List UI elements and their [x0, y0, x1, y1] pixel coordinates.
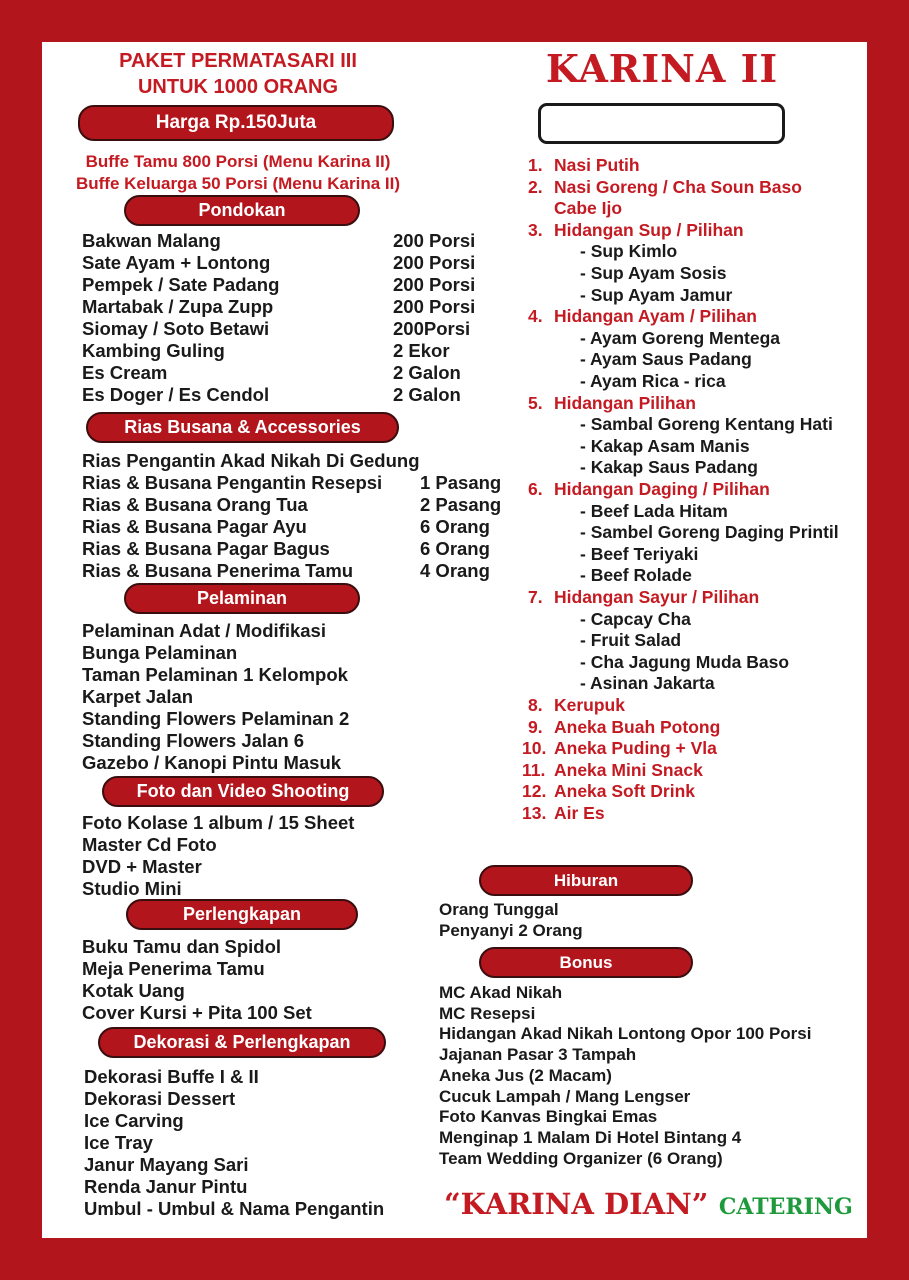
bonus-item: Foto Kanvas Bingkai Emas: [439, 1107, 658, 1127]
brand-footer: [444, 1187, 853, 1221]
section-header-dekorasi: Dekorasi & Perlengkapan: [98, 1027, 386, 1058]
foto-item: DVD + Master: [82, 856, 202, 877]
menu-sub-item: - Kakap Asam Manis: [580, 435, 750, 456]
brand-name: “KARINA DIAN”: [444, 1187, 709, 1221]
menu-item-label: Aneka Puding + Vla: [554, 738, 717, 759]
pondokan-item-qty: 200 Porsi: [393, 252, 476, 273]
rias-item-name: Rias & Busana Pagar Ayu: [82, 516, 307, 537]
bonus-item: MC Resepsi: [439, 1003, 536, 1023]
pelaminan-item: Gazebo / Kanopi Pintu Masuk: [82, 752, 342, 773]
menu-sub-item: - Sambel Goreng Daging Printil: [580, 522, 839, 543]
bonus-item: Jajanan Pasar 3 Tampah: [439, 1045, 637, 1065]
section-header-bonus: Bonus: [479, 947, 693, 978]
rias-item-name: Rias & Busana Pagar Bagus: [82, 538, 330, 559]
rias-item-qty: 6 Orang: [420, 538, 490, 559]
menu-sub-item: - Fruit Salad: [580, 630, 682, 651]
dekorasi-item: Janur Mayang Sari: [84, 1154, 249, 1175]
menu-item-label: Aneka Buah Potong: [554, 716, 721, 737]
menu-sub-item: - Beef Teriyaki: [580, 543, 699, 564]
dekorasi-item: Umbul - Umbul & Nama Pengantin: [84, 1198, 385, 1219]
pondokan-item-name: Sate Ayam + Lontong: [82, 252, 271, 273]
menu-item-label: Aneka Soft Drink: [554, 781, 695, 802]
menu-sub-item: - Ayam Rica - rica: [580, 371, 726, 391]
menu-item-number: 9.: [528, 716, 543, 737]
pondokan-item-name: Siomay / Soto Betawi: [82, 318, 270, 339]
pondokan-item-name: Kambing Guling: [82, 340, 225, 361]
menu-item-number: 7.: [528, 587, 543, 607]
hiburan-item: Orang Tunggal: [439, 900, 559, 919]
pondokan-item-qty: 2 Galon: [393, 362, 461, 383]
karina-title: KARINA II: [545, 46, 779, 91]
menu-item-label: Nasi Putih: [554, 155, 640, 175]
foto-item: Studio Mini: [82, 878, 182, 899]
pondokan-item-qty: 200 Porsi: [393, 296, 476, 317]
bonus-item: MC Akad Nikah: [439, 983, 563, 1002]
menu-sub-item: - Sambal Goreng Kentang Hati: [580, 414, 833, 435]
menu-sub-item: - Capcay Cha: [580, 608, 691, 629]
pondokan-item-name: Bakwan Malang: [82, 230, 221, 251]
menu-sub-item: - Kakap Saus Padang: [580, 457, 758, 478]
menu-item-number: 13.: [522, 803, 547, 823]
package-title-line2: UNTUK 1000 ORANG: [137, 76, 339, 98]
dekorasi-item: Dekorasi Buffe I & II: [84, 1066, 259, 1087]
pelaminan-item: Standing Flowers Pelaminan 2: [82, 708, 350, 729]
price-badge: Harga Rp.150Juta: [78, 105, 394, 141]
menu-item-label-cont: Cabe Ijo: [554, 198, 623, 219]
menu-sub-item: - Beef Lada Hitam: [580, 500, 728, 521]
pelaminan-item: Pelaminan Adat / Modifikasi: [82, 620, 326, 641]
hiburan-item: Penyanyi 2 Orang: [439, 921, 583, 940]
menu-item-number: 2.: [528, 176, 543, 197]
menu-item-label: Hidangan Daging / Pilihan: [554, 479, 770, 499]
pelaminan-item: Bunga Pelaminan: [82, 642, 238, 663]
dekorasi-item: Ice Carving: [84, 1110, 184, 1131]
menu-item-number: 11.: [522, 759, 546, 780]
dekorasi-item: Dekorasi Dessert: [84, 1088, 236, 1109]
menu-item-number: 3.: [528, 219, 543, 240]
rias-item-qty: 4 Orang: [420, 560, 490, 581]
perlengkapan-item: Kotak Uang: [82, 980, 185, 1001]
menu-item-number: 6.: [528, 479, 543, 499]
brochure-page: [42, 42, 867, 1238]
buffe-tamu: Buffe Tamu 800 Porsi (Menu Karina II): [85, 152, 391, 171]
menu-item-label: Nasi Goreng / Cha Soun Baso: [554, 176, 802, 197]
perlengkapan-item: Cover Kursi + Pita 100 Set: [82, 1002, 312, 1023]
pondokan-item-name: Pempek / Sate Padang: [82, 274, 280, 295]
menu-item-number: 5.: [528, 392, 543, 413]
rias-item-name: Rias & Busana Penerima Tamu: [82, 560, 354, 581]
pondokan-item-qty: 200 Porsi: [393, 274, 476, 295]
menu-item-number: 1.: [528, 155, 543, 175]
brand-suffix: CATERING: [718, 1194, 853, 1220]
menu-item-number: 4.: [528, 306, 543, 327]
menu-item-label: Aneka Mini Snack: [554, 759, 703, 780]
pelaminan-item: Karpet Jalan: [82, 686, 194, 707]
menu-item-number: 10.: [522, 738, 547, 759]
menu-sub-item: - Ayam Goreng Mentega: [580, 327, 780, 348]
pondokan-item-name: Es Doger / Es Cendol: [82, 384, 270, 405]
foto-item: Foto Kolase 1 album / 15 Sheet: [82, 812, 355, 833]
menu-item-label: Hidangan Pilihan: [554, 392, 696, 413]
perlengkapan-item: Meja Penerima Tamu: [82, 958, 265, 979]
pondokan-item-qty: 2 Ekor: [393, 340, 450, 361]
rias-item-name: Rias & Busana Pengantin Resepsi: [82, 472, 383, 493]
menu-sub-item: - Asinan Jakarta: [580, 673, 715, 694]
menu-item-number: 12.: [522, 781, 547, 802]
menu-sub-item: - Cha Jagung Muda Baso: [580, 651, 790, 672]
pelaminan-item: Taman Pelaminan 1 Kelompok: [82, 664, 348, 685]
bonus-item: Hidangan Akad Nikah Lontong Opor 100 Porsi: [439, 1024, 812, 1044]
rias-item-qty: 6 Orang: [420, 516, 490, 537]
menu-item-label: Hidangan Sup / Pilihan: [554, 219, 744, 240]
package-title-line1: PAKET PERMATASARI III: [119, 50, 357, 72]
bonus-item: Aneka Jus (2 Macam): [439, 1065, 612, 1085]
section-header-perlengkapan: Perlengkapan: [126, 899, 358, 930]
section-header-rias: Rias Busana & Accessories: [86, 412, 399, 443]
rias-item-qty: 2 Pasang: [420, 494, 502, 515]
section-header-pelaminan: Pelaminan: [124, 583, 360, 614]
buffe-keluarga: Buffe Keluarga 50 Porsi (Menu Karina II): [75, 174, 400, 193]
pondokan-item-name: Martabak / Zupa Zupp: [82, 296, 274, 317]
pondokan-item-name: Es Cream: [82, 362, 168, 383]
blank-box: [538, 103, 785, 144]
menu-sub-item: - Beef Rolade: [580, 565, 692, 586]
menu-sub-item: - Sup Ayam Jamur: [580, 284, 733, 305]
dekorasi-item: Ice Tray: [84, 1132, 153, 1153]
menu-item-label: Air Es: [554, 803, 605, 823]
section-header-foto: Foto dan Video Shooting: [102, 776, 384, 807]
section-header-hiburan: Hiburan: [479, 865, 693, 896]
pondokan-item-qty: 200Porsi: [393, 318, 471, 339]
menu-sub-item: - Sup Ayam Sosis: [580, 263, 727, 283]
menu-item-label: Hidangan Ayam / Pilihan: [554, 306, 757, 327]
perlengkapan-item: Buku Tamu dan Spidol: [82, 936, 282, 957]
section-header-pondokan: Pondokan: [124, 195, 360, 226]
menu-sub-item: - Ayam Saus Padang: [580, 349, 752, 370]
rias-item-name: Rias & Busana Orang Tua: [82, 494, 308, 515]
menu-item-label: Hidangan Sayur / Pilihan: [554, 587, 760, 607]
dekorasi-item: Renda Janur Pintu: [84, 1176, 248, 1197]
pondokan-item-qty: 2 Galon: [393, 384, 461, 405]
menu-sub-item: - Sup Kimlo: [580, 241, 678, 262]
rias-item-name: Rias Pengantin Akad Nikah Di Gedung: [82, 450, 420, 471]
pondokan-item-qty: 200 Porsi: [393, 230, 476, 251]
menu-item-label: Kerupuk: [554, 695, 625, 715]
menu-item-number: 8.: [528, 695, 543, 715]
bonus-item: Menginap 1 Malam Di Hotel Bintang 4: [439, 1127, 742, 1147]
rias-item-qty: 1 Pasang: [420, 472, 502, 493]
pelaminan-item: Standing Flowers Jalan 6: [82, 730, 305, 751]
bonus-item: Cucuk Lampah / Mang Lengser: [439, 1086, 691, 1106]
bonus-item: Team Wedding Organizer (6 Orang): [439, 1148, 723, 1168]
foto-item: Master Cd Foto: [82, 834, 217, 855]
